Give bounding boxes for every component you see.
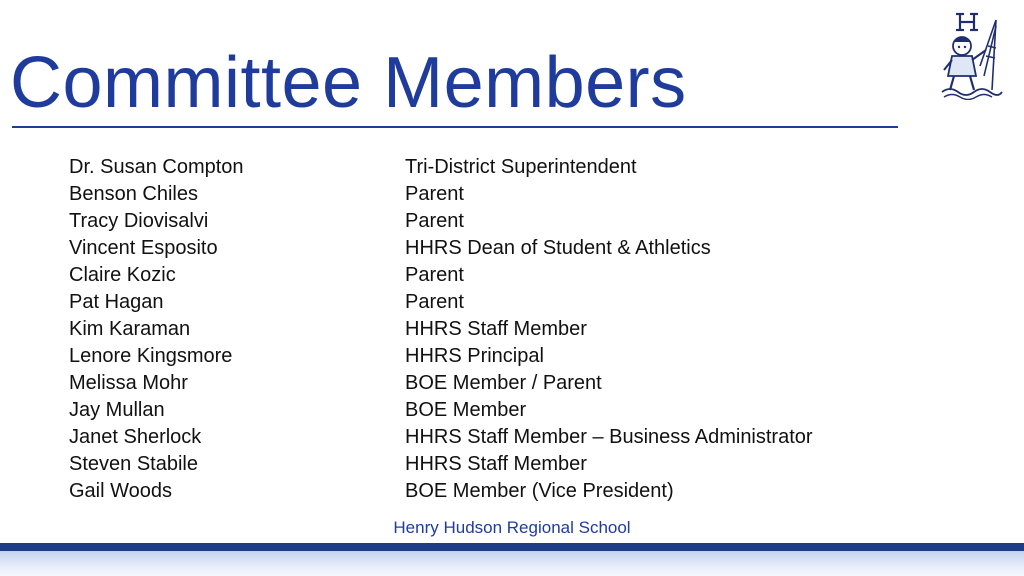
- member-name: Gail Woods: [69, 480, 173, 502]
- footer-school-name: Henry Hudson Regional School: [393, 518, 631, 537]
- member-name: Vincent Esposito: [69, 237, 218, 259]
- member-role: HHRS Staff Member – Business Administrator: [405, 426, 813, 448]
- member-row: [69, 154, 813, 181]
- member-role: Tri-District Superintendent: [405, 156, 637, 178]
- member-role: HHRS Staff Member: [405, 318, 587, 340]
- member-name: Tracy Diovisalvi: [69, 210, 209, 232]
- school-mascot-logo: [940, 6, 1004, 100]
- member-role: BOE Member / Parent: [405, 372, 602, 394]
- member-role: Parent: [405, 210, 464, 232]
- member-row: [69, 397, 813, 424]
- member-row: [69, 424, 813, 451]
- member-row: [69, 235, 813, 262]
- member-name: Dr. Susan Compton: [69, 156, 244, 178]
- member-name: Claire Kozic: [69, 264, 176, 286]
- title-underline: [12, 126, 898, 128]
- member-name: Janet Sherlock: [69, 426, 202, 448]
- footer-bar: [0, 543, 1024, 551]
- member-row: [69, 343, 813, 370]
- member-name: Jay Mullan: [69, 399, 165, 421]
- member-role: HHRS Principal: [405, 345, 544, 367]
- member-role: Parent: [405, 291, 464, 313]
- committee-member-list: [69, 154, 813, 505]
- member-role: BOE Member (Vice President): [405, 480, 674, 502]
- member-role: Parent: [405, 264, 464, 286]
- member-row: [69, 370, 813, 397]
- member-row: [69, 289, 813, 316]
- mascot-icon: [940, 6, 1004, 100]
- member-role: BOE Member: [405, 399, 527, 421]
- member-name: Kim Karaman: [69, 318, 191, 340]
- member-name: Melissa Mohr: [69, 372, 188, 394]
- member-name: Steven Stabile: [69, 453, 198, 475]
- member-name: Benson Chiles: [69, 183, 198, 205]
- member-name: Lenore Kingsmore: [69, 345, 233, 367]
- member-row: [69, 181, 813, 208]
- member-row: [69, 262, 813, 289]
- member-role: HHRS Dean of Student & Athletics: [405, 237, 711, 259]
- footer-gradient-band: [0, 551, 1024, 576]
- member-row: [69, 478, 813, 505]
- member-role: HHRS Staff Member: [405, 453, 587, 475]
- member-name: Pat Hagan: [69, 291, 164, 313]
- member-role: Parent: [405, 183, 464, 205]
- member-row: [69, 316, 813, 343]
- member-row: [69, 451, 813, 478]
- slide-title: Committee Members: [10, 43, 687, 123]
- member-row: [69, 208, 813, 235]
